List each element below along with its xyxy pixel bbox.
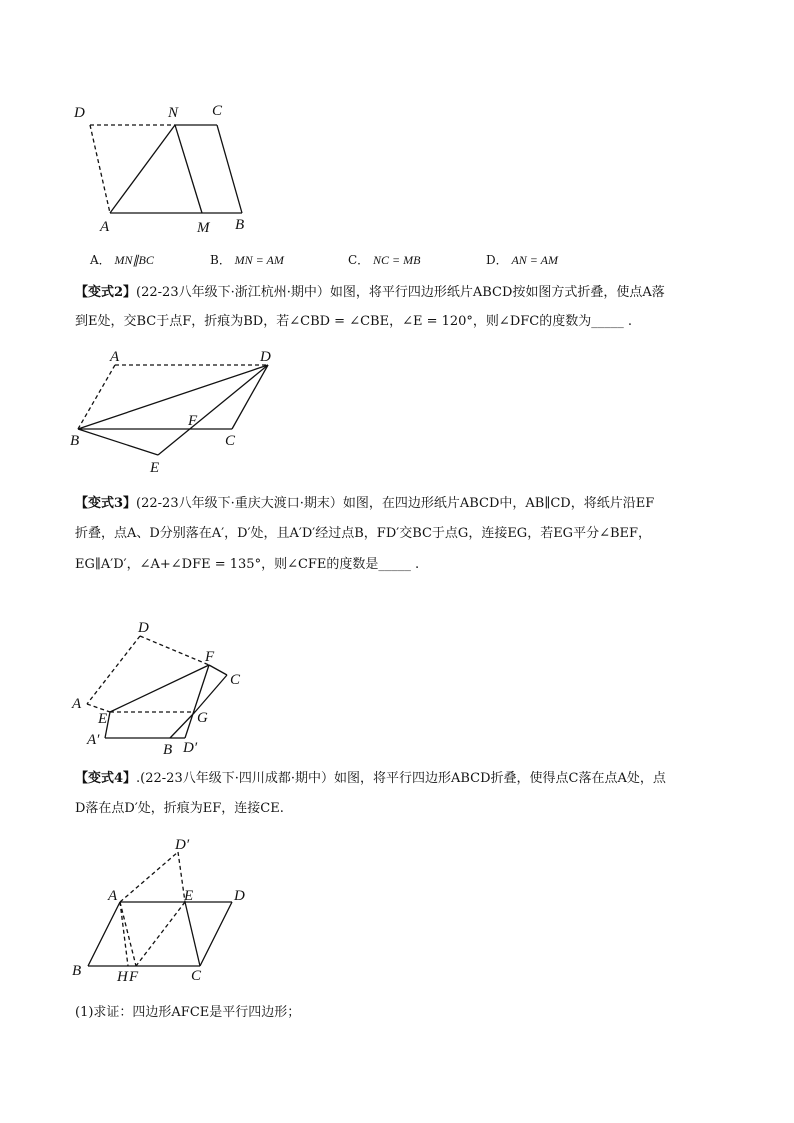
option-c[interactable]: C． NC = MB [348,253,421,267]
label-E: E [150,460,160,476]
option-a[interactable]: A． MN∥BC [90,253,154,267]
label-F: F [205,649,215,665]
figure-1-parallelogram [60,95,260,240]
label-B: B [72,963,82,979]
label-C: C [230,672,241,688]
variant2-line2: 到E处，交BC于点F，折痕为BD，若∠CBD = ∠CBE，∠E = 120°，则∠DFC的度数为_____ . [75,314,632,329]
label-C: C [212,103,223,119]
variant4-line2: D落在点D′处，折痕为EF，连接CE. [75,801,284,816]
label-D-prime: D′ [175,837,190,853]
label-A-prime: A′ [87,732,100,748]
label-F: F [188,413,198,429]
answer-options [90,251,710,271]
label-D: D [138,620,149,636]
label-G: G [197,710,208,726]
label-H: H [117,969,128,985]
figure-2-fold [60,345,290,480]
label-C: C [191,968,202,984]
option-d[interactable]: D． AN = AM [486,253,558,267]
figure-3-fold [65,615,265,760]
label-E: E [98,711,108,727]
option-b[interactable]: B． MN = AM [210,253,284,267]
label-A: A [110,349,120,365]
label-A: A [108,888,118,904]
question-1: (1)求证：四边形AFCE是平行四边形； [75,1005,301,1020]
label-C: C [225,433,236,449]
label-B: B [70,433,80,449]
label-D-prime: D′ [183,740,198,756]
label-B: B [235,217,245,233]
label-D: D [74,105,85,121]
label-D: D [234,888,245,904]
label-M: M [197,220,210,236]
figure-4-fold [60,830,260,985]
label-A: A [72,696,82,712]
label-N: N [168,105,179,121]
label-D: D [260,349,271,365]
label-B: B [163,742,173,758]
variant4-line1: 【变式4】.(22-23八年级下·四川成都·期中）如图，将平行四边形ABCD折叠，使得点C落在点A处，点 [75,771,666,786]
label-E: E [184,888,194,904]
variant3-line3: EG∥A′D′，∠A+∠DFE = 135°，则∠CFE的度数是_____ . [75,557,420,572]
label-F: F [129,969,139,985]
variant3-line1: 【变式3】(22-23八年级下·重庆大渡口·期末）如图，在四边形纸片ABCD中，AB∥CD，将纸片沿EF [75,496,655,511]
label-A: A [100,219,110,235]
variant2-line1: 【变式2】(22-23八年级下·浙江杭州·期中）如图，将平行四边形纸片ABCD按如图方式折叠，使点A落 [75,285,665,300]
variant3-line2: 折叠，点A、D分别落在A′，D′处，且A′D′经过点B，FD′交BC于点G，连接EG，若EG平分∠BEF， [75,526,652,541]
